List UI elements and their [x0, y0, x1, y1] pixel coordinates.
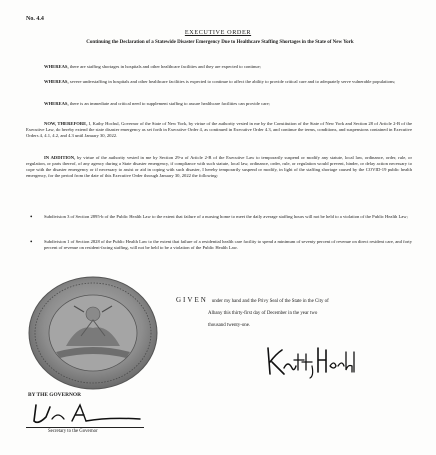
- secretary-label: Secretary to the Governor: [48, 429, 98, 434]
- paragraph-text: there are staffing shortages in hospitals and other healthcare facilities and they are expected to continue;: [68, 64, 261, 69]
- given-clause: [176, 294, 412, 332]
- bullet-text: Subdivision 1 of Section 2828 of the Public Health Law to the extent that failure of a residential health care facility to spend a minimum of seventy percent of revenue on direct resident care, and forty percent of revenue on resident-facing staffing, will not be held to be a violation of the Public Health Law.: [44, 239, 412, 251]
- document-title: EXECUTIVE ORDER: [184, 29, 252, 36]
- governor-signature-icon: [262, 340, 358, 380]
- bullet-item-2: [30, 239, 412, 251]
- paragraph-lead: WHEREAS,: [44, 101, 69, 106]
- paragraph-text: I, Kathy Hochul, Governor of the State of New York, by virtue of the authority vested in me by the Constitution of the State of New York and Section 28 of Article 2-B of the Executive Law, do hereby extend the state disaster emergency as set forth in Executive Order 4, as continued in Executive Order 4.3, and continue the terms, conditions, and suspensions contained in Executive Orders 4, 4.1, 4.2, and 4.3 until January 30, 2022.: [26, 121, 412, 139]
- paragraph-lead: WHEREAS,: [44, 79, 69, 84]
- paragraph-4: [26, 121, 412, 139]
- bullet-icon: •: [30, 213, 33, 221]
- by-the-governor-label: BY THE GOVERNOR: [28, 392, 82, 398]
- paragraph-text: by virtue of the authority vested in me by Section 29-a of Article 2-B of the Executive Law to temporarily suspend or modify any statute, local law, ordinance, order, rule, or regulation, or parts thereof, of any agency during a State disaster emergency, if compliance with such statute, local law, ordinance, order, rule, or regulation would prevent, hinder, or delay action necessary to cope with the disaster emergency or if necessary to assist or aid in coping with such disaster, I hereby temporarily suspend or modify, in light of the staffing shortage caused by the COVID-19 public health emergency, for the period from the date of this Executive Order through January 30, 2022 the following:: [26, 155, 412, 179]
- paragraph-2: [26, 79, 412, 85]
- paragraph-text: severe understaffing in hospitals and other healthcare facilities is expected to continue to affect the ability to provide critical care and to adequately serve vulnerable populations;: [68, 79, 396, 84]
- given-line-1: under my hand and the Privy Seal of the State in the City of: [211, 299, 329, 304]
- paragraph-5: [26, 155, 412, 179]
- document-subtitle: Continuing the Declaration of a Statewide Disaster Emergency Due to Healthcare Staffing Shortages in the State of New York: [86, 40, 354, 45]
- paragraph-3: [26, 101, 412, 107]
- given-word: GIVEN: [176, 296, 208, 304]
- state-seal-icon: [26, 276, 160, 392]
- order-number: No. 4.4: [26, 16, 44, 22]
- bullet-item-1: [30, 214, 412, 220]
- paragraph-lead: IN ADDITION,: [44, 155, 76, 160]
- signature-line: [26, 427, 144, 428]
- paragraph-lead: NOW, THEREFORE,: [44, 121, 88, 126]
- paragraph-1: [26, 64, 412, 70]
- paragraph-lead: WHEREAS,: [44, 64, 69, 69]
- given-line-2: Albany this thirty-first day of December in the year two: [208, 311, 318, 316]
- given-line-3: thousand twenty-one.: [208, 323, 251, 328]
- bullet-icon: •: [30, 238, 33, 246]
- secretary-signature-icon: [28, 401, 148, 427]
- bullet-text: Subdivision 3 of Section 2895-b of the Public Health Law to the extent that failure of a nursing home to meet the daily average staffing hours will not be held to a violation of the Public Health Law;: [44, 214, 408, 219]
- paragraph-text: there is an immediate and critical need to supplement staffing to assure healthcare facilities can provide care;: [68, 101, 270, 106]
